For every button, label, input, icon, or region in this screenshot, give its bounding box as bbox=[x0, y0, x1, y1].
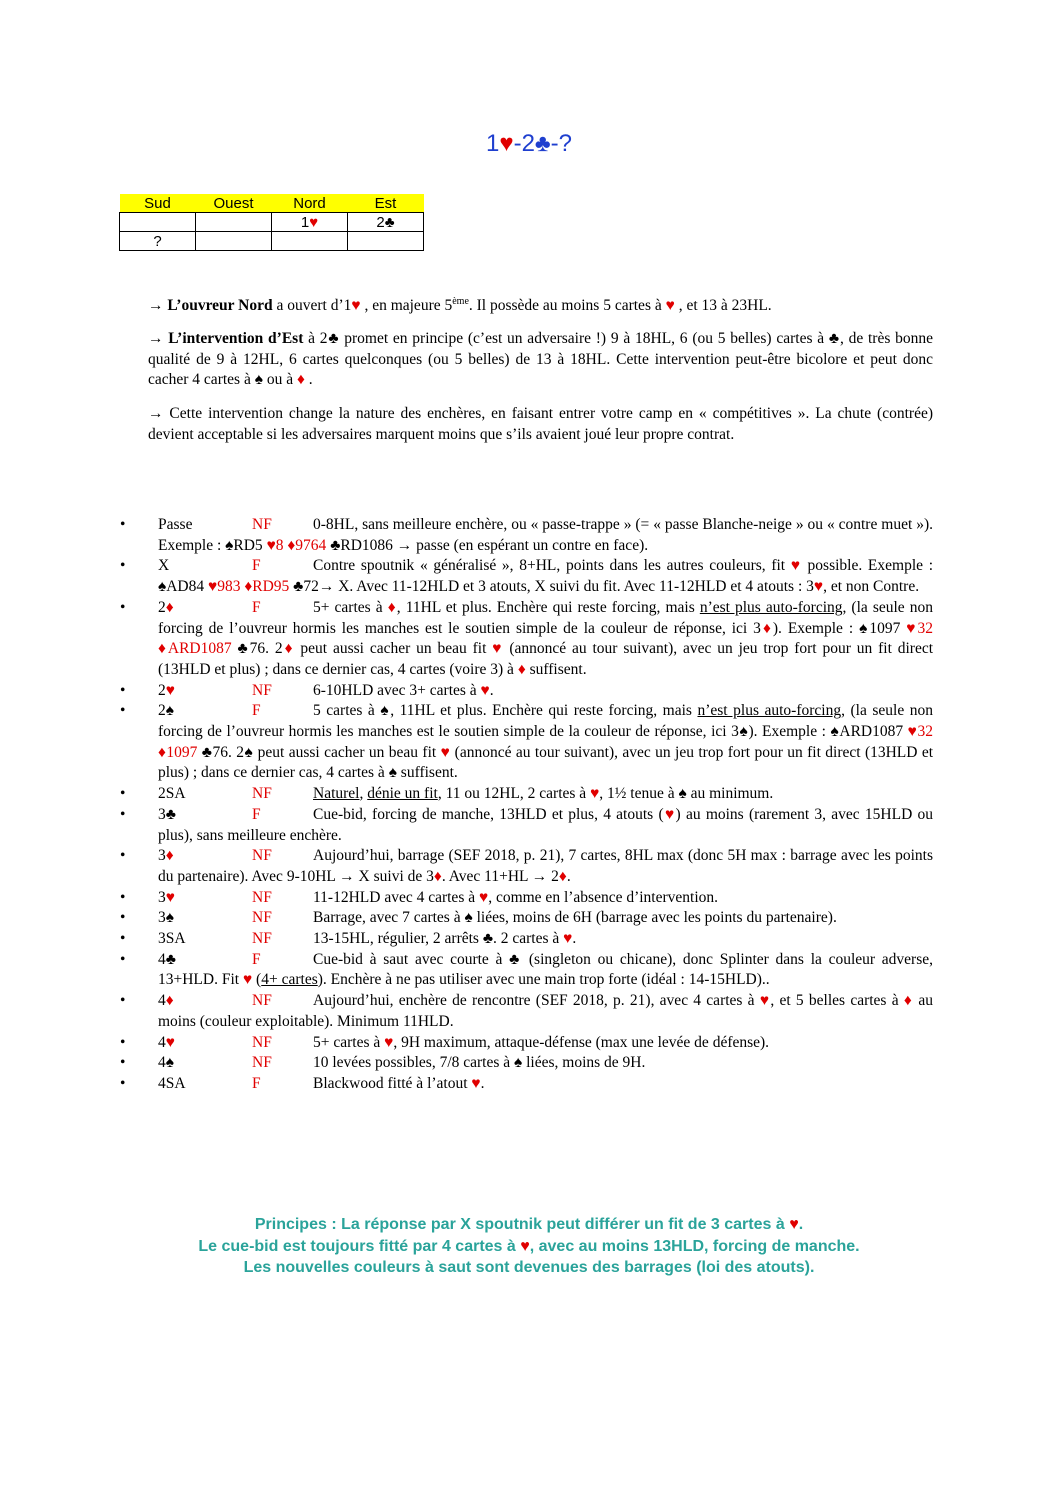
spade-icon: ♠ bbox=[158, 578, 167, 596]
club-icon: ♣ bbox=[165, 950, 176, 968]
spade-icon: ♠ bbox=[514, 1054, 523, 1072]
list-item-passe: • Passe NF 0-8HL, sans meilleure enchère, ou « passe-trappe » (= « passe Blanche-neige » ou « contre muet »). Exemple : ♠RD5 ♥8 ♦9764 ♣RD1086 → passe (en espérant un contre en face). bbox=[120, 516, 933, 554]
cell-ouest bbox=[196, 213, 272, 232]
diamond-icon: ♦ bbox=[165, 847, 174, 865]
forcing-label: F bbox=[252, 557, 261, 575]
heart-icon: ♥ bbox=[813, 578, 824, 596]
heart-icon: ♥ bbox=[165, 1033, 175, 1051]
header-sud: Sud bbox=[120, 194, 196, 213]
bid-label: 2♥ bbox=[158, 681, 175, 699]
club-icon: ♣ bbox=[201, 743, 213, 761]
forcing-label: F bbox=[252, 702, 261, 720]
heart-icon: ♥ bbox=[520, 1237, 530, 1255]
list-item-3-heart: • 3♥ NF 11-12HLD avec 4 cartes à ♥, comme en l’absence d’intervention. bbox=[120, 888, 933, 909]
club-icon: ♣ bbox=[828, 330, 840, 347]
club-icon: ♣ bbox=[237, 640, 250, 658]
heart-icon: ♥ bbox=[471, 1074, 481, 1092]
heart-icon: ♥ bbox=[563, 930, 573, 948]
bid-label: 3♠ bbox=[158, 909, 174, 927]
forcing-label: F bbox=[252, 805, 261, 823]
intro-paragraph-opener: → L’ouvreur Nord a ouvert d’1♥ , en majeure 5ème. Il possède au moins 5 cartes à ♥ , et 13 à 23HL. bbox=[148, 295, 772, 314]
list-item-4-heart: • 4♥ NF 5+ cartes à ♥, 9H maximum, attaque-défense (max une levée de défense). bbox=[120, 1033, 933, 1054]
spade-icon: ♠ bbox=[859, 619, 870, 637]
header-est: Est bbox=[348, 194, 424, 213]
forcing-label: NF bbox=[252, 516, 272, 533]
spade-icon: ♠ bbox=[165, 909, 174, 927]
principles-summary bbox=[0, 1214, 1058, 1279]
bullet: • bbox=[120, 681, 126, 699]
bullet: • bbox=[120, 1033, 126, 1051]
heart-icon: ♥ bbox=[384, 1033, 394, 1051]
intro-paragraph-intervention: → L’intervention d’Est à 2♣ promet en principe (c’est un adversaire !) 9 à 18HL, 6 (ou 5 belles) cartes à ♣, de très bonne qualité de 9 à 12HL, 6 cartes quelconques (ou 5 belles) de 13 à 18HL. Cette intervention peut-être bicolore et peut donc cacher 4 cartes à ♠ ou à ♦ . bbox=[148, 330, 934, 388]
header-ouest: Ouest bbox=[196, 194, 272, 213]
forcing-label: NF bbox=[252, 1054, 272, 1072]
intro-paragraph-competitive: → Cette intervention change la nature des enchères, en faisant entrer votre camp en « compétitives ». La chute (contrée) devient acceptable si les adversaires marquent moins que s’ils avaient joué leur propre contrat. bbox=[148, 405, 933, 443]
bullet: • bbox=[120, 805, 126, 823]
bidding-header-row bbox=[120, 194, 424, 213]
list-item-3-diamond: • 3♦ NF Aujourd’hui, barrage (SEF 2018, p. 21), 7 cartes, 8HL max (donc 5H max : barrage avec les points du partenaire). Avec 9-10HL → X suivi de 3♦. Avec 11+HL → 2♦. bbox=[120, 847, 933, 885]
spade-icon: ♠ bbox=[165, 1054, 174, 1072]
diamond-icon: ♦ bbox=[387, 598, 397, 616]
bid-label: 3♣ bbox=[158, 805, 176, 823]
list-item-3-club: • 3♣ F Cue-bid, forcing de manche, 13HLD et plus, 4 atouts (♥) au moins (rarement 3, avec 15HLD ou plus), sans meilleure enchère. bbox=[120, 805, 934, 844]
club-icon: ♣ bbox=[384, 213, 395, 231]
spade-icon: ♠ bbox=[165, 702, 174, 720]
list-item-4-diamond: • 4♦ NF Aujourd’hui, enchère de rencontre (SEF 2018, p. 21), avec 4 cartes à ♥, et 5 belles cartes à ♦ au moins (couleur exploitable). Minimum 11HLD. bbox=[120, 992, 933, 1030]
list-item-2-heart: • 2♥ NF 6-10HLD avec 3+ cartes à ♥. bbox=[120, 681, 933, 702]
heart-icon: ♥ bbox=[492, 640, 504, 658]
bid-label: 2♠ bbox=[158, 702, 174, 720]
bullet: • bbox=[120, 950, 126, 968]
bid-label: X bbox=[158, 557, 170, 575]
bidding-row bbox=[120, 213, 424, 232]
club-icon: ♣ bbox=[165, 805, 176, 823]
cell-nord: 1♥ bbox=[272, 213, 348, 232]
bid-label: 4♦ bbox=[158, 992, 174, 1010]
spade-icon: ♠ bbox=[830, 723, 840, 741]
club-icon: ♣ bbox=[327, 330, 340, 347]
principle-line: Les nouvelles couleurs à saut sont devenues des barrages (loi des atouts). bbox=[243, 1259, 815, 1276]
bullet: • bbox=[120, 992, 126, 1010]
club-icon: ♣ bbox=[330, 536, 341, 554]
club-icon: ♣ bbox=[509, 950, 523, 968]
heart-icon: ♥ bbox=[759, 992, 771, 1010]
club-icon: ♣ bbox=[293, 578, 304, 596]
bid-label: 3♦ bbox=[158, 847, 174, 865]
bullet: • bbox=[120, 557, 126, 575]
heart-icon: ♥ bbox=[351, 297, 361, 314]
bullet: • bbox=[120, 598, 126, 616]
heart-icon: ♥ bbox=[165, 888, 175, 906]
bullet: • bbox=[120, 1054, 126, 1072]
diamond-icon: ♦ bbox=[165, 598, 174, 616]
heart-icon: ♥ bbox=[242, 971, 253, 989]
heart-icon: ♥ bbox=[790, 557, 802, 575]
diamond-icon: ♦ bbox=[282, 640, 295, 658]
heart-icon: ♥ bbox=[590, 785, 600, 803]
forcing-label: NF bbox=[252, 785, 272, 803]
spade-icon: ♠ bbox=[380, 702, 391, 720]
spade-icon: ♠ bbox=[225, 536, 234, 554]
diamond-icon: ♦ bbox=[165, 992, 174, 1010]
bid-label: 2♦ bbox=[158, 598, 174, 616]
cell-sud bbox=[120, 213, 196, 232]
list-item-contre: • X F Contre spoutnik « généralisé », 8+HL, points dans les autres couleurs, fit ♥ possible. Exemple : ♠AD84 ♥983 ♦RD95 ♣72→ X. Avec 11-12HLD et 3 atouts, X suivi du fit. Avec 11-12HLD et 4 atouts : 3♥, et non Contre. bbox=[120, 557, 933, 596]
heart-icon: ♥ bbox=[165, 681, 175, 699]
forcing-label: F bbox=[252, 598, 261, 616]
list-item-3-spade: • 3♠ NF Barrage, avec 7 cartes à ♠ liées, moins de 6H (barrage avec les points du partenaire). bbox=[120, 908, 933, 929]
page-title: 1♥-2♣-? bbox=[485, 130, 573, 157]
diamond-icon: ♦ bbox=[433, 867, 442, 885]
bid-label: 2SA bbox=[158, 785, 186, 803]
diamond-icon: ♦ bbox=[558, 867, 567, 885]
forcing-label: F bbox=[252, 1074, 261, 1092]
bid-list bbox=[120, 515, 933, 1095]
bullet: • bbox=[120, 702, 126, 720]
spade-icon: ♠ bbox=[254, 371, 263, 388]
list-item-4sa: • 4SA F Blackwood fitté à l’atout ♥. bbox=[120, 1074, 933, 1095]
bid-label: 4♣ bbox=[158, 950, 176, 968]
heart-icon: ♥ bbox=[478, 888, 489, 906]
bullet: • bbox=[120, 888, 126, 906]
bullet: • bbox=[120, 930, 126, 948]
cell-sud: ? bbox=[120, 232, 196, 251]
bid-label: Passe bbox=[158, 516, 193, 533]
forcing-label: NF bbox=[252, 909, 272, 927]
cell-ouest bbox=[196, 232, 272, 251]
cell-est: 2♣ bbox=[348, 213, 424, 232]
spade-icon: ♠ bbox=[738, 723, 749, 741]
list-item-4-club: • 4♣ F Cue-bid à saut avec courte à ♣ (singleton ou chicane), donc Splinter dans la couleur adverse, 13+HLD. Fit ♥ (4+ cartes). Enchère à ne pas utiliser avec une main trop forte (idéal : 14-15HLD).. bbox=[120, 950, 934, 989]
bid-label: 3♥ bbox=[158, 888, 175, 906]
bullet: • bbox=[120, 847, 126, 865]
diamond-icon: ♦ bbox=[760, 619, 773, 637]
forcing-label: NF bbox=[252, 1033, 272, 1051]
forcing-label: NF bbox=[252, 992, 272, 1010]
forcing-label: NF bbox=[252, 930, 272, 948]
bidding-table bbox=[119, 194, 424, 251]
bid-label: 4♠ bbox=[158, 1054, 174, 1072]
spade-icon: ♠ bbox=[388, 764, 397, 782]
spade-icon: ♠ bbox=[464, 909, 473, 927]
heart-icon: ♥ bbox=[499, 130, 514, 157]
forcing-label: F bbox=[252, 950, 261, 968]
forcing-label: NF bbox=[252, 847, 272, 865]
list-item-2-diamond: • 2♦ F 5+ cartes à ♦, 11HL et plus. Enchère qui reste forcing, mais n’est plus auto-forcing, (la seule non forcing de l’ouvreur hormis les manches est le soutien simple de la couleur de réponse, ici 3♦). Exemple : ♠1097 ♥32 ♦ARD1087 ♣76. 2♦ peut aussi cacher un beau fit ♥ (annoncé au tour suivant), avec un jeu trop fort pour un fit direct (13HLD et plus) ; dans ce dernier cas, 4 cartes (voire 3) à ♦ suffisent. bbox=[120, 598, 934, 678]
list-item-3sa: • 3SA NF 13-15HL, régulier, 2 arrêts ♣. 2 cartes à ♥. bbox=[120, 929, 933, 950]
heart-icon: ♥ bbox=[309, 213, 319, 231]
cell-est bbox=[348, 232, 424, 251]
bullet: • bbox=[120, 516, 126, 533]
forcing-label: NF bbox=[252, 888, 272, 906]
diamond-icon: ♦ bbox=[903, 992, 914, 1010]
bid-label: 4♥ bbox=[158, 1033, 175, 1051]
header-nord: Nord bbox=[272, 194, 348, 213]
club-icon: ♣ bbox=[534, 130, 551, 157]
club-icon: ♣ bbox=[482, 930, 493, 948]
diamond-icon: ♦ bbox=[296, 371, 305, 388]
principle-line: Le cue-bid est toujours fitté par 4 cartes à ♥, avec au moins 13HLD, forcing de manche. bbox=[198, 1237, 860, 1255]
heart-icon: ♥ bbox=[789, 1216, 799, 1233]
heart-icon: ♥ bbox=[480, 681, 490, 699]
bid-label: 4SA bbox=[158, 1074, 186, 1092]
list-item-2sa: • 2SA NF Naturel, dénie un fit, 11 ou 12HL, 2 cartes à ♥, 1½ tenue à ♠ au minimum. bbox=[120, 784, 933, 805]
bid-label: 3SA bbox=[158, 930, 186, 948]
bidding-row bbox=[120, 232, 424, 251]
heart-icon: ♥ bbox=[663, 805, 676, 823]
list-item-2-spade: • 2♠ F 5 cartes à ♠, 11HL et plus. Enchère qui reste forcing, mais n’est plus auto-forcing, (la seule non forcing de l’ouvreur hormis les manches est le soutien simple de la couleur de réponse, ici 3♠). Exemple : ♠ARD1087 ♥32 ♦1097 ♣76. 2♠ peut aussi cacher un beau fit ♥ (annoncé au tour suivant), avec un jeu trop fort pour un fit direct (13HLD et plus) ; dans ce dernier cas, 4 cartes à ♠ suffisent. bbox=[120, 702, 934, 782]
heart-icon: ♥ bbox=[440, 743, 451, 761]
diamond-icon: ♦ bbox=[517, 660, 526, 678]
cell-nord bbox=[272, 232, 348, 251]
spade-icon: ♠ bbox=[244, 743, 254, 761]
principle-line: Principes : La réponse par X spoutnik peut différer un fit de 3 cartes à ♥. bbox=[254, 1216, 804, 1233]
forcing-label: NF bbox=[252, 681, 272, 699]
bullet: • bbox=[120, 785, 126, 803]
bullet: • bbox=[120, 909, 126, 927]
list-item-4-spade: • 4♠ NF 10 levées possibles, 7/8 cartes à ♠ liées, moins de 9H. bbox=[120, 1053, 933, 1074]
bullet: • bbox=[120, 1074, 126, 1092]
spade-icon: ♠ bbox=[678, 785, 687, 803]
heart-icon: ♥ bbox=[665, 297, 675, 314]
